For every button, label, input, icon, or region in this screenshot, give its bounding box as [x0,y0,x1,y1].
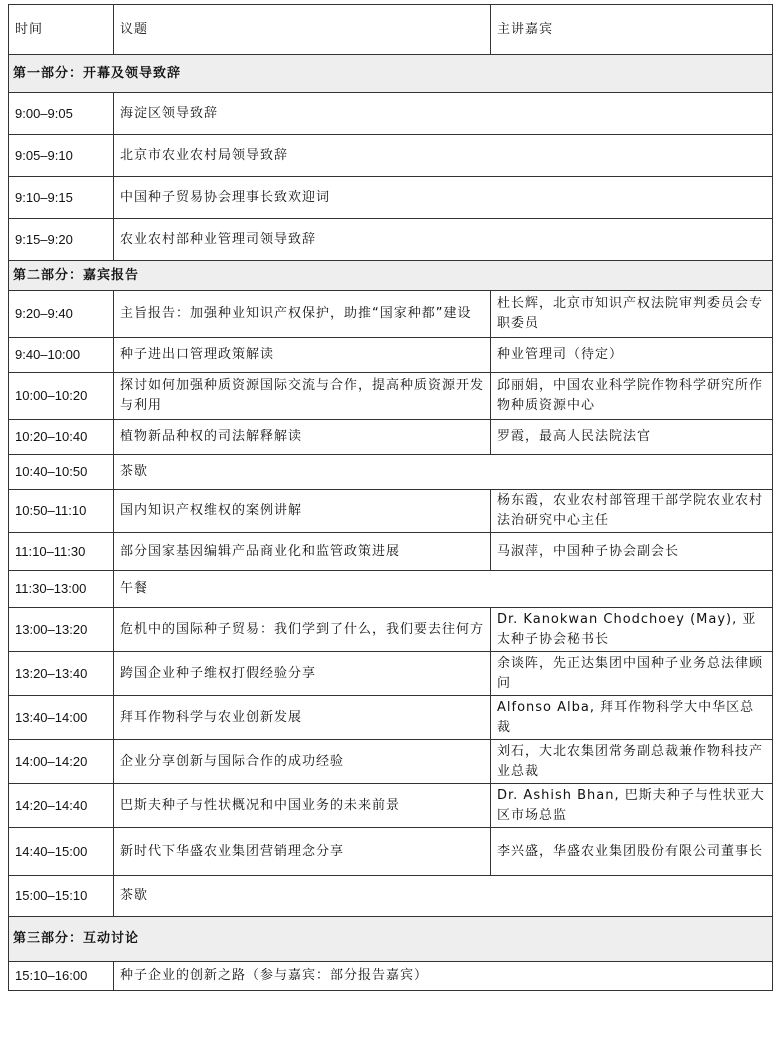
time-cell: 11:30–13:00 [9,571,114,608]
table-row [9,93,773,135]
section-title: 第一部分：开幕及领导致辞 [9,55,773,93]
table-row [9,784,773,828]
time-cell: 15:00–15:10 [9,876,114,917]
topic-cell: 种子企业的创新之路（参与嘉宾：部分报告嘉宾） [114,962,773,991]
table-row [9,608,773,652]
time-cell: 9:00–9:05 [9,93,114,135]
speaker-cell: 杨东霞，农业农村部管理干部学院农业农村法治研究中心主任 [491,490,773,533]
topic-cell: 部分国家基因编辑产品商业化和监管政策进展 [114,533,491,571]
speaker-cell: 种业管理司（待定） [491,338,773,373]
time-cell: 14:40–15:00 [9,828,114,876]
time-cell: 10:40–10:50 [9,455,114,490]
table-header-row [9,5,773,55]
speaker-cell: 杜长辉，北京市知识产权法院审判委员会专职委员 [491,291,773,338]
speaker-cell: 马淑萍，中国种子协会副会长 [491,533,773,571]
time-cell: 15:10–16:00 [9,962,114,991]
topic-cell: 企业分享创新与国际合作的成功经验 [114,740,491,784]
topic-cell: 植物新品种权的司法解释解读 [114,420,491,455]
topic-cell: 海淀区领导致辞 [114,93,773,135]
topic-cell: 跨国企业种子维权打假经验分享 [114,652,491,696]
table-row [9,291,773,338]
topic-cell: 北京市农业农村局领导致辞 [114,135,773,177]
header-time: 时间 [9,5,114,55]
topic-cell: 探讨如何加强种质资源国际交流与合作，提高种质资源开发与利用 [114,373,491,420]
topic-cell: 种子进出口管理政策解读 [114,338,491,373]
table-row [9,373,773,420]
topic-cell: 危机中的国际种子贸易：我们学到了什么，我们要去往何方 [114,608,491,652]
table-row [9,338,773,373]
agenda-table [8,4,773,991]
time-cell: 10:50–11:10 [9,490,114,533]
table-row [9,135,773,177]
time-cell: 9:05–9:10 [9,135,114,177]
header-speaker: 主讲嘉宾 [491,5,773,55]
header-topic: 议题 [114,5,491,55]
topic-cell: 拜耳作物科学与农业创新发展 [114,696,491,740]
section-title: 第三部分：互动讨论 [9,917,773,962]
topic-cell: 巴斯夫种子与性状概况和中国业务的未来前景 [114,784,491,828]
speaker-cell: 罗霞，最高人民法院法官 [491,420,773,455]
speaker-cell: 余谈阵，先正达集团中国种子业务总法律顾问 [491,652,773,696]
table-row [9,828,773,876]
speaker-cell: Alfonso Alba, 拜耳作物科学大中华区总裁 [491,696,773,740]
section-row [9,55,773,93]
speaker-cell: 刘石，大北农集团常务副总裁兼作物科技产业总裁 [491,740,773,784]
topic-cell: 新时代下华盛农业集团营销理念分享 [114,828,491,876]
time-cell: 9:15–9:20 [9,219,114,261]
time-cell: 9:20–9:40 [9,291,114,338]
speaker-cell: 邱丽娟，中国农业科学院作物科学研究所作物种质资源中心 [491,373,773,420]
topic-cell: 国内知识产权维权的案例讲解 [114,490,491,533]
table-row [9,455,773,490]
section-title: 第二部分：嘉宾报告 [9,261,773,291]
time-cell: 11:10–11:30 [9,533,114,571]
time-cell: 14:20–14:40 [9,784,114,828]
topic-cell: 午餐 [114,571,773,608]
table-row [9,533,773,571]
speaker-cell: Dr. Kanokwan Chodchoey (May), 亚太种子协会秘书长 [491,608,773,652]
time-cell: 13:00–13:20 [9,608,114,652]
table-row [9,740,773,784]
topic-cell: 中国种子贸易协会理事长致欢迎词 [114,177,773,219]
time-cell: 10:20–10:40 [9,420,114,455]
time-cell: 9:10–9:15 [9,177,114,219]
time-cell: 14:00–14:20 [9,740,114,784]
topic-cell: 主旨报告：加强种业知识产权保护，助推“国家种都”建设 [114,291,491,338]
table-row [9,696,773,740]
table-row [9,177,773,219]
topic-cell: 茶歇 [114,455,773,490]
topic-cell: 茶歇 [114,876,773,917]
table-row [9,490,773,533]
table-row [9,962,773,991]
time-cell: 13:40–14:00 [9,696,114,740]
time-cell: 9:40–10:00 [9,338,114,373]
section-row [9,917,773,962]
table-row [9,420,773,455]
table-row [9,876,773,917]
time-cell: 10:00–10:20 [9,373,114,420]
table-row [9,571,773,608]
speaker-cell: Dr. Ashish Bhan, 巴斯夫种子与性状亚大区市场总监 [491,784,773,828]
table-row [9,652,773,696]
topic-cell: 农业农村部种业管理司领导致辞 [114,219,773,261]
section-row [9,261,773,291]
time-cell: 13:20–13:40 [9,652,114,696]
speaker-cell: 李兴盛，华盛农业集团股份有限公司董事长 [491,828,773,876]
table-row [9,219,773,261]
